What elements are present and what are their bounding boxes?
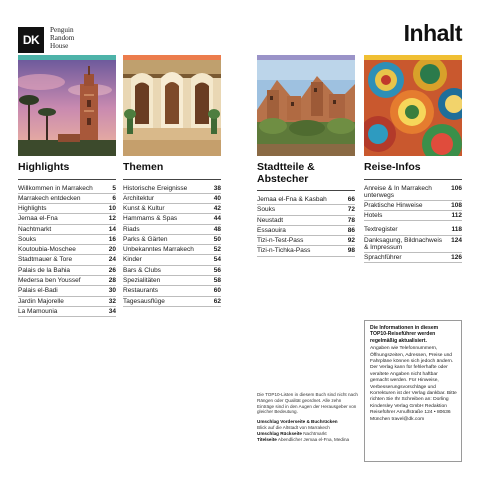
toc-entry-label: Unbekanntes Marrakech — [123, 246, 194, 254]
toc-entry-label: Highlights — [18, 205, 47, 213]
section-highlights — [18, 55, 116, 317]
toc-entry-label: Architektur — [123, 194, 155, 202]
toc-entry-page: 56 — [213, 266, 221, 274]
photo-palace-courtyard — [123, 60, 221, 156]
toc-entry-label: Essaouira — [257, 226, 286, 234]
toc-entry[interactable] — [257, 226, 355, 236]
toc-entry-label: Tizi-n-Tichka-Pass — [257, 247, 311, 255]
toc-entry[interactable] — [123, 255, 221, 265]
toc-entry-label: Bars & Clubs — [123, 266, 161, 274]
toc-entry[interactable] — [18, 245, 116, 255]
update-info-box — [364, 320, 462, 462]
toc-list — [18, 184, 116, 318]
toc-list — [364, 184, 462, 264]
toc-list — [123, 184, 221, 307]
toc-entry-label: Souks — [18, 235, 37, 243]
toc-entry-label: Koutoubia-Moschee — [18, 246, 76, 254]
dk-logo: DK — [18, 27, 44, 53]
credit-label: Umschlag Vorderseite & Buchrücken — [257, 419, 338, 425]
toc-entry-page: 62 — [213, 297, 221, 305]
toc-entry-label: Kunst & Kultur — [123, 205, 165, 213]
toc-entry-label: Danksagung, Bildnachweis & Impressum — [364, 236, 443, 251]
toc-entry-label: Stadtmauer & Tore — [18, 256, 73, 264]
toc-entry[interactable] — [364, 184, 462, 201]
page-title: Inhalt — [403, 20, 462, 46]
toc-entry-page: 54 — [213, 256, 221, 264]
toc-entry-page: 124 — [451, 236, 462, 244]
toc-entry-label: Marrakech entdecken — [18, 194, 81, 202]
toc-entry-page: 6 — [112, 194, 116, 202]
toc-entry-label: La Mamounia — [18, 307, 58, 315]
toc-entry-label: Jardin Majorelle — [18, 297, 64, 305]
toc-entry-page: 14 — [108, 225, 116, 233]
credit-label: Umschlag Rückseite — [257, 430, 302, 436]
toc-entry[interactable] — [123, 297, 221, 307]
toc-entry-label: Palais de la Bahia — [18, 266, 71, 274]
toc-entry-page: 16 — [108, 235, 116, 243]
toc-entry[interactable] — [257, 246, 355, 256]
photo-koutoubia-mosque — [18, 60, 116, 156]
toc-entry[interactable] — [123, 286, 221, 296]
toc-entry[interactable] — [18, 286, 116, 296]
info-box-body: Angaben wie Telefonnummern, Öffnungszeiten, Adressen, Preise und Fahrpläne können sich jedoch ändern. Der Verlag kann für fehlerhafte oder veraltete Angaben nicht haftbar gemacht werden. Für Hinweise, Verbesserungsvorschläge und Korrekturen ist der Verlag dankbar. Bitte richten Sie Ihr Schreiben an: Dorling Kindersley Verlag GmbH Redaktion Reiseführer Arnulfstraße 124 • 80636 München travel@dk.com — [370, 346, 457, 422]
publisher-line: Random — [50, 34, 75, 43]
toc-entry-label: Spezialitäten — [123, 277, 161, 285]
toc-entry[interactable] — [18, 225, 116, 235]
toc-entry[interactable] — [364, 225, 462, 235]
toc-entry-label: Praktische Hinweise — [364, 201, 423, 209]
toc-entry-label: Jemaa el-Fna & Kasbah — [257, 196, 327, 203]
toc-entry[interactable] — [257, 205, 355, 215]
toc-entry-page: 52 — [213, 246, 221, 254]
toc-entry[interactable] — [257, 236, 355, 246]
toc-entry-label: Riads — [123, 225, 140, 233]
toc-entry-page: 10 — [108, 205, 116, 213]
toc-entry-page: 92 — [347, 237, 355, 245]
toc-entry-page: 34 — [108, 307, 116, 315]
toc-entry-page: 40 — [213, 194, 221, 202]
toc-list — [257, 195, 355, 257]
toc-entry[interactable] — [123, 204, 221, 214]
toc-entry-page: 32 — [108, 297, 116, 305]
section-title — [257, 162, 355, 191]
toc-entry-label: Textregister — [364, 226, 398, 234]
toc-entry-page: 60 — [213, 287, 221, 295]
toc-entry-label: Restaurants — [123, 287, 159, 295]
toc-entry-label: Palais el-Badi — [18, 287, 58, 295]
publisher-name — [50, 26, 74, 51]
toc-entry[interactable] — [123, 235, 221, 245]
toc-entry-page: 106 — [451, 184, 462, 192]
toc-entry-page: 28 — [108, 277, 116, 285]
credit-text: Nachtmarkt — [303, 430, 327, 436]
toc-entry[interactable] — [257, 216, 355, 226]
toc-entry[interactable] — [18, 266, 116, 276]
toc-entry[interactable] — [123, 225, 221, 235]
toc-entry-page: 30 — [108, 287, 116, 295]
section-title: Highlights — [18, 162, 116, 180]
section-themen — [123, 55, 221, 307]
toc-entry[interactable] — [123, 184, 221, 194]
info-box-lead: Die Informationen in diesem TOP10-Reiseführer werden regelmäßig aktualisiert. — [370, 325, 439, 344]
toc-entry-page: 48 — [213, 225, 221, 233]
toc-entry[interactable] — [18, 194, 116, 204]
toc-entry-label: Jemaa el-Fna — [18, 215, 58, 223]
toc-entry-page: 126 — [451, 254, 462, 262]
toc-entry-label: Hammams & Spas — [123, 215, 178, 223]
toc-entry-page: 108 — [451, 201, 462, 209]
toc-entry-page: 5 — [112, 184, 116, 192]
toc-entry[interactable] — [257, 195, 355, 205]
section-title: Reise-Infos — [364, 162, 462, 180]
toc-entry[interactable] — [18, 276, 116, 286]
toc-entry-label: Neustadt — [257, 216, 284, 224]
toc-entry-label: Tagesausflüge — [123, 297, 165, 305]
toc-entry-page: 20 — [108, 246, 116, 254]
toc-entry[interactable] — [364, 253, 462, 263]
toc-entry[interactable] — [364, 236, 462, 253]
toc-entry-page: 78 — [347, 216, 355, 224]
toc-entry-page: 118 — [451, 226, 462, 234]
section-title-line: Abstecher — [257, 172, 309, 185]
top10-note: Die TOP10-Listen in diesem Buch sind nicht nach Rängen oder Qualität geordnet. Alle zehn Einträge sind in den Augen der Herausgeber von gleicher Bedeutung. — [257, 392, 358, 415]
toc-entry[interactable] — [364, 201, 462, 211]
section-reiseinfos — [364, 55, 462, 263]
toc-entry-page: 58 — [213, 277, 221, 285]
toc-entry-label: Souks — [257, 206, 276, 214]
toc-entry-label: Nachtmarkt — [18, 225, 52, 233]
toc-entry-page: 24 — [108, 256, 116, 264]
credit-label: Titelseite — [257, 436, 277, 442]
toc-entry[interactable] — [123, 276, 221, 286]
publisher-line: Penguin — [50, 26, 74, 34]
toc-entry[interactable] — [123, 266, 221, 276]
toc-entry[interactable] — [18, 214, 116, 224]
toc-entry[interactable] — [364, 211, 462, 221]
toc-entry-label: Tizi-n-Test-Pass — [257, 237, 304, 245]
cover-credits — [257, 392, 359, 442]
toc-entry-label: Sprachführer — [364, 254, 402, 262]
toc-entry-label: Medersa ben Youssef — [18, 277, 81, 285]
toc-entry[interactable] — [123, 194, 221, 204]
section-title: Themen — [123, 162, 221, 180]
credit-text: Abendlicher Jemaa el-Fna, Medina — [277, 436, 350, 442]
toc-entry-page: 26 — [108, 266, 116, 274]
photo-kasbah-village — [257, 60, 355, 156]
toc-entry[interactable] — [18, 255, 116, 265]
toc-entry-page: 112 — [451, 212, 462, 220]
publisher-line: House — [50, 42, 69, 51]
section-stadtteile — [257, 55, 355, 257]
toc-entry-page: 12 — [108, 215, 116, 223]
toc-entry[interactable] — [18, 184, 116, 194]
toc-entry-label: Willkommen in Marrakech — [18, 184, 93, 192]
photo-ceramic-plates — [364, 60, 462, 156]
section-title-line: Stadtteile & — [257, 161, 315, 173]
toc-entry-page: 50 — [213, 235, 221, 243]
toc-entry-label: Historische Ereignisse — [123, 184, 188, 192]
toc-entry-page: 72 — [347, 206, 355, 214]
toc-entry-page: 42 — [213, 205, 221, 213]
toc-entry[interactable] — [18, 297, 116, 307]
toc-entry-label: Anreise & In Marrakech unterwegs — [364, 184, 432, 199]
toc-entry[interactable] — [18, 307, 116, 317]
cover-credit-title — [257, 437, 359, 443]
toc-entry[interactable] — [18, 235, 116, 245]
toc-entry-label: Kinder — [123, 256, 142, 264]
toc-entry-label: Parks & Gärten — [123, 235, 168, 243]
toc-entry[interactable] — [18, 204, 116, 214]
cover-credit-front-text: Blick auf die Altstadt von Marrakech — [257, 424, 330, 430]
toc-entry-page: 98 — [347, 247, 355, 255]
toc-entry[interactable] — [123, 245, 221, 255]
toc-entry-page: 66 — [347, 196, 355, 203]
toc-entry-page: 86 — [347, 226, 355, 234]
toc-entry-label: Hotels — [364, 212, 383, 220]
toc-entry[interactable] — [123, 214, 221, 224]
toc-entry-page: 44 — [213, 215, 221, 223]
toc-entry-page: 38 — [213, 184, 221, 192]
